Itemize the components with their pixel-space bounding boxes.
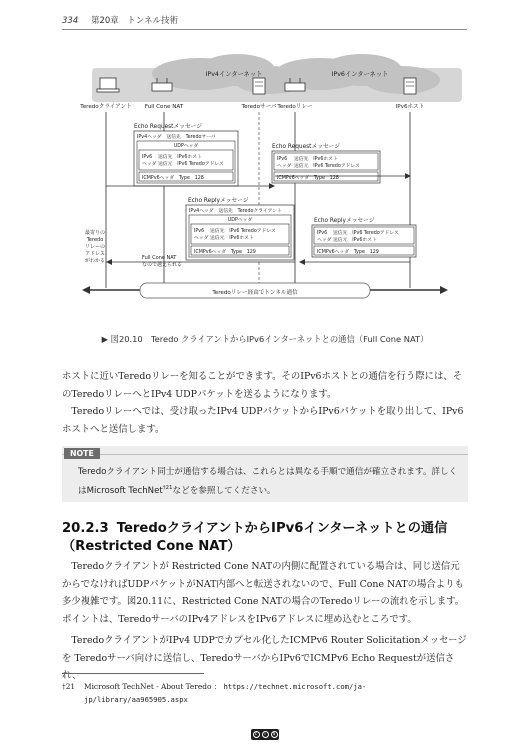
packet4-icmp: ICMPv6ヘッダ Type 129 [317,250,379,255]
node-label-host: IPv6ホスト [395,104,425,110]
ipv6-cloud-label: IPv6インターネット [331,71,389,78]
note-text-tail: などを参照してください。 [172,485,276,496]
packet3-src: 送信元 IPv6ホスト [210,236,254,241]
note-left-line2: Teredo [86,237,104,243]
packet3-icmp: ICMPv6ヘッダ Type 129 [194,250,256,255]
tunnel-label: Teredoリレー経由でトンネル通信 [212,290,298,296]
packet2-title: Echo Requestメッセージ [272,144,341,150]
packet3-ipv6-label: IPv6 [194,229,205,234]
nat-note-line2: なので越えられる [142,262,183,268]
note-left-line3: リレーの [84,244,106,250]
packet1-udp: UDPヘッダ [173,144,199,149]
packet3-udp: UDPヘッダ [227,218,253,223]
body-paragraphs-1 [62,368,468,438]
arrowhead-1 [269,183,275,189]
footnote-url[interactable]: https://technet.microsoft.com/ja-jp/library/aa965905.aspx [84,682,367,704]
packet1-ipv6-label2: ヘッダ [142,162,157,167]
packet1-ipv4: IPv4ヘッダ 送信先 Teredoサーバ [137,135,216,140]
nearest-relay-note [85,229,105,264]
packet3-ipv6-label2: ヘッダ [194,236,209,241]
teredo-diagram [62,50,468,320]
packet1-ipv6-label: IPv6 [142,155,153,160]
packet3-ipv4: IPv4ヘッダ 送信先 Teredoクライアント [189,209,282,214]
figure-caption: ▶ 図20.10 Teredo クライアントからIPv6インターネットとの通信（Full Cone NAT） [101,334,429,344]
note-divider [62,454,468,455]
ipv6-host-icon [404,78,416,94]
packet2-icmp: ICMPv6ヘッダ Type 128 [277,176,339,181]
echo-request-packet-1 [134,123,238,186]
teredo-server-icon [253,78,265,94]
node-label-server: Teredoサーバ [241,104,277,110]
arrowhead-3 [299,259,305,265]
paragraph: ホストに近いTeredoリレーを知ることができます。そのIPv6ホストとの通信を行う際には、そのTeredoリレーへとIPv4 UDPパケットを送るようになります。 [62,371,463,400]
paragraph: TeredoクライアントがIPv4 UDPでカプセル化したICMPv6 Router Solicitationメッセージを Teredoサーバ向けに送信し、TeredoサーバからIPv6でICMPv6 Echo Requestが送信され、 [62,635,467,681]
nc-icon: $ [271,731,278,738]
footnote [62,680,468,706]
tunnel-pipe [82,283,448,298]
packet3-dst: 送信先 IPv6 Teredoアドレス [210,229,276,234]
note-left-line5: がわかる [84,258,106,264]
packet4-title: Echo Replyメッセージ [314,218,375,224]
packet1-title: Echo Requestメッセージ [134,124,203,130]
page-number: 334 [62,16,79,26]
node-label-relay: Teredoリレー [277,104,313,110]
packet2-src: 送信元 IPv6 Teredoアドレス [294,164,360,169]
chapter-title: 第20章 トンネル技術 [90,16,178,26]
running-header [62,14,178,26]
echo-reply-packet-2 [312,217,416,257]
packet4-ipv6-label2: ヘッダ [317,238,332,243]
diagram-svg [62,50,468,320]
packet4-dst: 送信先 IPv6 Teredoアドレス [333,231,399,236]
echo-request-packet-2 [272,143,380,183]
paragraph: Teredoリレーへでは、受け取ったIPv4 UDPパケットからIPv6パケットを取り出して、IPv6ホストへと送信します。 [62,406,464,435]
section-title: TeredoクライアントからIPv6インターネットとの通信（Restricted Cone NAT） [62,521,448,554]
packet4-src: 送信元 IPv6ホスト [333,238,377,243]
footnote-text: Microsoft TechNet - About Teredo ： [84,682,224,691]
node-label-client: Teredoクライアント [80,104,132,110]
note-text [78,464,458,499]
cc-license-badge [251,729,279,740]
header-divider [62,29,467,30]
note-left-line4: アドレス [85,251,105,257]
note-text-main: Teredoクライアント同士が通信する場合は、これらとは異なる手順で通信が確立されます。詳しくはMicrosoft TechNet [78,467,458,496]
by-icon: i [262,731,269,738]
section-number: 20.2.3 [62,521,109,536]
footnote-mark: †21 [62,682,76,691]
full-cone-note [142,255,182,268]
note-badge: NOTE [64,448,100,459]
packet2-ipv6-label2: ヘッダ [277,164,292,169]
echo-reply-packet-1 [186,197,294,260]
laptop-icon [97,78,119,92]
note-left-line1: 最寄りの [84,230,106,236]
packet3-title: Echo Replyメッセージ [188,198,249,204]
packet2-dst: 送信先 IPv6ホスト [294,157,338,162]
note-footnote-ref[interactable]: †21 [162,485,173,491]
note-box [62,446,468,502]
section-heading [62,520,468,556]
nat-note-line1: Full Cone NAT [142,255,177,261]
packet4-ipv6-label: IPv6 [317,231,328,236]
packet1-icmp: ICMPv6ヘッダ Type 128 [142,176,204,181]
cc-icon: c [253,731,260,738]
packet1-src: 送信元 IPv6 Teredoアドレス [158,162,224,167]
ipv4-cloud-label: IPv4インターネット [205,71,263,78]
packet2-ipv6-label: IPv6 [277,157,288,162]
footnote-divider [62,673,204,674]
node-label-nat: Full Cone NAT [144,104,184,110]
packet1-dst: 送信先 IPv6ホスト [158,155,202,160]
arrowhead-4 [106,259,112,265]
body-paragraphs-2 [62,558,468,685]
paragraph: Teredoクライアントが Restricted Cone NATの内側に配置されている場合は、同じ送信元からでなければUDPパケットがNAT内部へと転送されないので、Full Cone NATの場合よりも多少複雑です。図20.11に、Restricted Cone NATの場合のTeredoリレーの流れを示します。ポイントは、TeredoサーバのIPv4アドレスをIPv6アドレスに埋め込むところです。 [62,561,465,625]
